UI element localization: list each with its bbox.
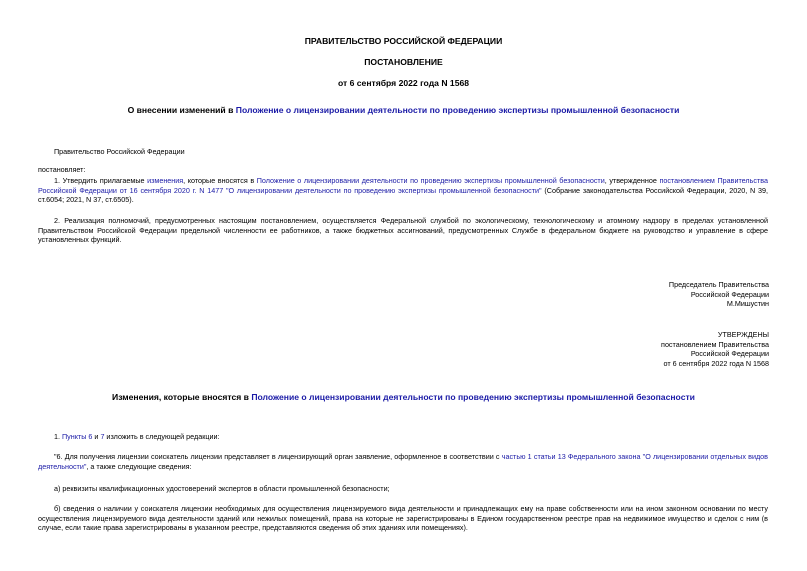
- regulation-link-p1[interactable]: Положение о лицензировании деятельности по проведению экспертизы промышленной безопасности: [256, 176, 605, 185]
- p1-text-3: , утвержденное: [604, 176, 660, 185]
- federal-law-link[interactable]: частью 1 статьи 13 Федерального закона "О лицензировании отдельных видов деятельности": [38, 452, 768, 471]
- paragraph-2: 2. Реализация полномочий, предусмотренных настоящим постановлением, осуществляется Федеральной службой по экологическому, технологическому и атомному надзору в пределах установленной Правительством Российской Федерации предельной численности ее работников, а также бюджетных ассигнований, предусмотренных Службе в федеральном бюджете на руководство и управление в сфере установленных функций.: [38, 216, 768, 245]
- signature-name: М.Мишустин: [726, 299, 769, 309]
- government-heading: ПРАВИТЕЛЬСТВО РОССИЙСКОЙ ФЕДЕРАЦИИ: [304, 36, 503, 46]
- date-number-heading: от 6 сентября 2022 года N 1568: [337, 78, 470, 88]
- signature-org: Российской Федерации: [690, 289, 769, 299]
- document-title: [0, 105, 807, 117]
- subparagraph-a: а) реквизиты квалификационных удостоверений экспертов в области промышленной безопасности;: [54, 484, 390, 493]
- paragraph-1: [38, 176, 768, 205]
- regulation-link[interactable]: Положение о лицензировании деятельности по проведению экспертизы промышленной безопасности: [235, 105, 680, 115]
- signature-position: Председатель Правительства: [668, 280, 769, 289]
- changes-link[interactable]: изменения: [147, 176, 184, 185]
- point-6-paragraph: [38, 452, 768, 471]
- changes-title-prefix: Изменения, которые вносятся в: [112, 392, 252, 402]
- item1-prefix: 1.: [54, 432, 62, 441]
- regulation-link-changes[interactable]: Положение о лицензировании деятельности по проведению экспертизы промышленной безопасности: [251, 392, 695, 402]
- approval-block: [469, 330, 769, 369]
- approved-date: от 6 сентября 2022 года N 1568: [663, 359, 769, 369]
- point-6-link[interactable]: Пункты 6: [62, 432, 93, 441]
- p6-text-1: "6. Для получения лицензии соискатель лицензии представляет в лицензирующий орган заявление, оформленное в соответствии с: [54, 452, 502, 461]
- signature-block: [469, 280, 769, 309]
- p1-text-2: , которые вносятся в: [183, 176, 257, 185]
- p1-text-1: 1. Утвердить прилагаемые: [54, 176, 148, 185]
- approved-org: Российской Федерации: [690, 349, 769, 359]
- p1-text-4: (Собрание законодательства Российской Федерации, 2020, N 39, ст.6054; 2021, N 37, ст.6505).: [38, 185, 769, 205]
- point-7-link[interactable]: 7: [100, 432, 105, 441]
- resolution-1477-link[interactable]: постановлением Правительства Российской Федерации от 16 сентября 2020 г. N 1477 "О лицензировании деятельности по проведению экспертизы промышленной безопасности": [38, 176, 768, 195]
- approved-by: постановлением Правительства: [661, 339, 769, 349]
- approved-label: УТВЕРЖДЕНЫ: [717, 330, 769, 339]
- document-type-heading: ПОСТАНОВЛЕНИЕ: [364, 57, 443, 67]
- subparagraph-b: б) сведения о наличии у соискателя лицензии необходимых для осуществления лицензируемого вида деятельности и принадлежащих ему на праве собственности или на ином законном основании по месту осуществления лицензируемого вида деятельности зданий или нежилых помещений, права на которые не зарегистрированы в Едином государственном реестре прав на недвижимое имущество и сделок с ним (в случае, если такие права зарегистрированы в указанном реестре, представляются сведения об этих зданиях или помещениях).: [38, 504, 768, 533]
- p6-text-2: , а также следующие сведения:: [86, 461, 192, 471]
- item1-suffix: изложить в следующей редакции:: [104, 432, 220, 441]
- changes-title: [0, 392, 807, 404]
- issuer-line: Правительство Российской Федерации: [54, 147, 185, 156]
- title-prefix: О внесении изменений в: [127, 105, 236, 115]
- item1-mid: и: [92, 432, 101, 441]
- change-item-1: [38, 432, 768, 442]
- decides-line: постановляет:: [38, 165, 86, 174]
